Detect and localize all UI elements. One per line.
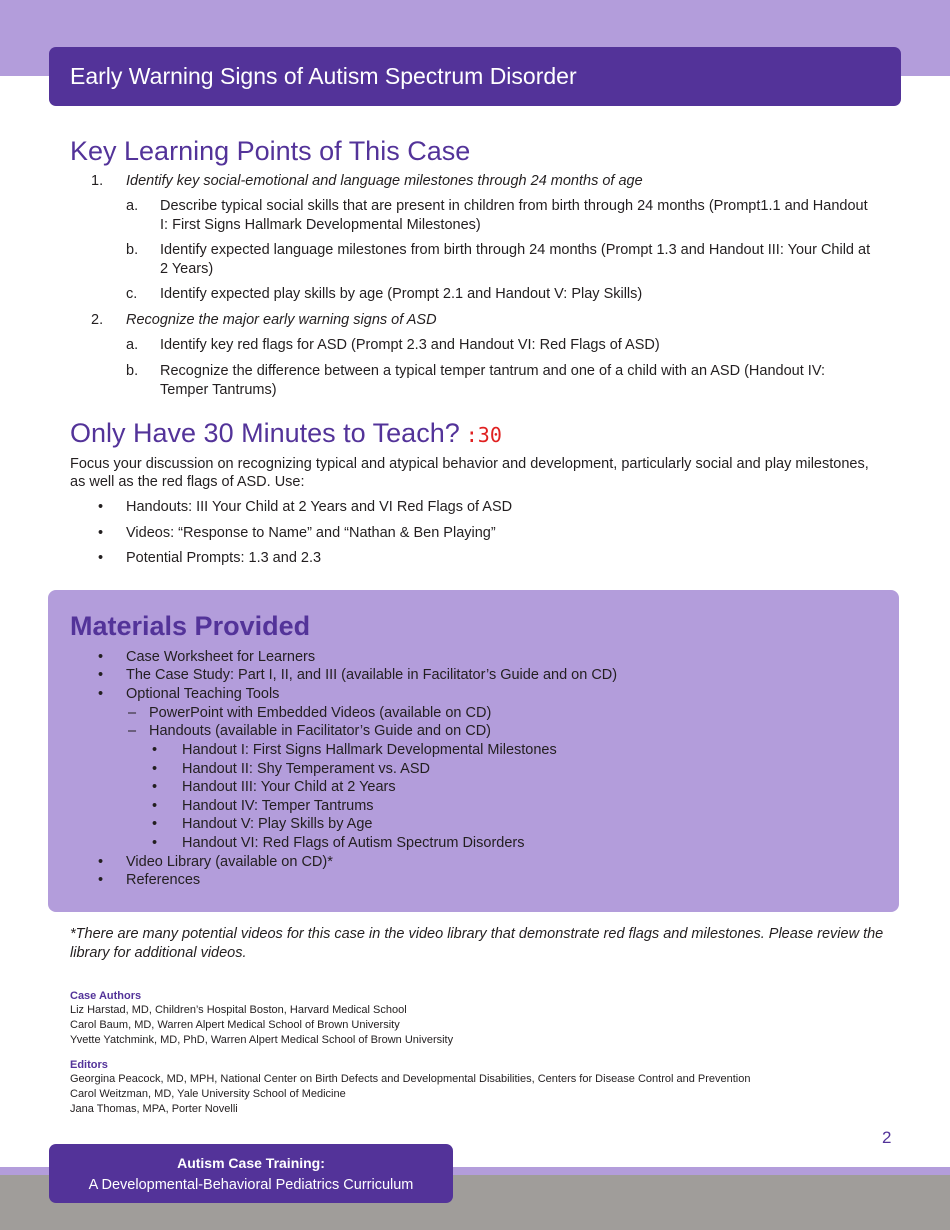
item-marker: • [152,816,158,832]
item-text: Video Library (available on CD)* [126,854,333,870]
thirty-minutes-bullet [98,549,321,567]
item-marker: – [128,723,137,739]
subpoint-letter: b. [126,242,139,258]
editor-line: Carol Weitzman, MD, Yale University School of Medicine [70,1088,346,1100]
handout-item [152,797,374,815]
subpoint-letter: c. [126,286,138,302]
learning-point-number: 1. [91,173,104,189]
materials-item [98,648,315,666]
subpoint-letter: b. [126,363,139,379]
page-title: Early Warning Signs of Autism Spectrum Disorder [49,47,901,106]
bullet-dot: • [98,550,104,566]
materials-item [98,666,617,684]
learning-point-number: 2. [91,312,104,328]
item-marker: • [98,854,104,870]
item-marker: • [152,835,158,851]
item-marker: • [98,649,104,665]
item-text: Optional Teaching Tools [126,686,280,702]
item-text: The Case Study: Part I, II, and III (available in Facilitator’s Guide and on CD) [126,667,618,683]
key-learning-points-heading: Key Learning Points of This Case [70,136,471,166]
author-line: Liz Harstad, MD, Children’s Hospital Boston, Harvard Medical School [70,1004,407,1016]
thirty-minutes-intro: Focus your discussion on recognizing typical and atypical behavior and development, particularly social and play milestones, as well as the red flags of ASD. Use: [70,456,869,490]
author-line: Carol Baum, MD, Warren Alpert Medical School of Brown University [70,1019,400,1031]
item-marker: • [152,798,158,814]
item-text: Handout VI: Red Flags of Autism Spectrum Disorders [182,835,525,851]
editors-heading: Editors [70,1059,108,1071]
item-marker: • [152,742,158,758]
thirty-minutes-bullet [98,498,512,516]
item-marker: • [152,761,158,777]
item-text: Handout II: Shy Temperament vs. ASD [182,761,430,777]
item-text: Handout III: Your Child at 2 Years [182,779,396,795]
item-marker: • [98,686,104,702]
item-marker: – [128,705,137,721]
bullet-text: Handouts: III Your Child at 2 Years and VI Red Flags of ASD [126,499,513,515]
handout-item [152,834,525,852]
subpoint-letter: a. [126,198,139,214]
case-authors-heading: Case Authors [70,990,142,1002]
materials-subitem [128,704,491,722]
item-marker: • [152,779,158,795]
video-footnote: *There are many potential videos for this case in the video library that demonstrate red flags and milestones. Please review the library for additional videos. [70,926,884,961]
handout-item [152,741,557,759]
page-number: 2 [882,1128,892,1147]
timer-label: :30 [465,423,502,447]
handout-item [152,815,372,833]
subpoint-text: Identify expected play skills by age (Prompt 2.1 and Handout V: Play Skills) [160,286,643,302]
bullet-dot: • [98,499,104,515]
learning-point-text: Recognize the major early warning signs of ASD [126,312,437,328]
editor-line: Georgina Peacock, MD, MPH, National Center on Birth Defects and Developmental Disabilities, Centers for Disease Control and Prevention [70,1073,751,1085]
subpoint-letter: a. [126,337,139,353]
item-marker: • [98,872,104,888]
materials-heading: Materials Provided [70,611,311,641]
editor-line: Jana Thomas, MPA, Porter Novelli [70,1103,238,1115]
materials-item [98,853,333,871]
handout-item [152,778,396,796]
subpoint-text: Identify expected language milestones from birth through 24 months (Prompt 1.3 and Handout III: Your Child at 2 Years) [160,242,871,277]
author-line: Yvette Yatchmink, MD, PhD, Warren Alpert Medical School of Brown University [70,1034,454,1046]
item-text: Handout I: First Signs Hallmark Developmental Milestones [182,742,557,758]
footer-title: Autism Case Training: [177,1155,325,1171]
item-text: Handouts (available in Facilitator’s Guide and on CD) [149,723,492,739]
bullet-dot: • [98,525,104,541]
bullet-text: Potential Prompts: 1.3 and 2.3 [126,550,322,566]
footer-badge [49,1144,453,1203]
materials-item [98,685,279,703]
item-text: References [126,872,201,888]
footer-subtitle: A Developmental-Behavioral Pediatrics Curriculum [88,1177,414,1193]
learning-point-text: Identify key social-emotional and language milestones through 24 months of age [126,173,643,189]
thirty-minutes-heading-text: Only Have 30 Minutes to Teach? [70,418,460,448]
item-text: Handout V: Play Skills by Age [182,816,373,832]
item-marker: • [98,667,104,683]
thirty-minutes-heading [70,417,502,451]
subpoint-text: Describe typical social skills that are present in children from birth through 24 months (Prompt1.1 and Handout I: First Signs Hallmark Developmental Milestones) [160,198,868,233]
thirty-minutes-bullet [98,524,496,542]
materials-item [98,871,200,889]
materials-subitem [128,722,491,740]
item-text: PowerPoint with Embedded Videos (available on CD) [149,705,492,721]
subpoint-text: Recognize the difference between a typical temper tantrum and one of a child with an ASD (Handout IV: Temper Tantrums) [160,363,825,398]
bullet-text: Videos: “Response to Name” and “Nathan & Ben Playing” [126,525,496,541]
handout-item [152,760,430,778]
item-text: Case Worksheet for Learners [126,649,316,665]
subpoint-text: Identify key red flags for ASD (Prompt 2.3 and Handout VI: Red Flags of ASD) [160,337,660,353]
item-text: Handout IV: Temper Tantrums [182,798,374,814]
